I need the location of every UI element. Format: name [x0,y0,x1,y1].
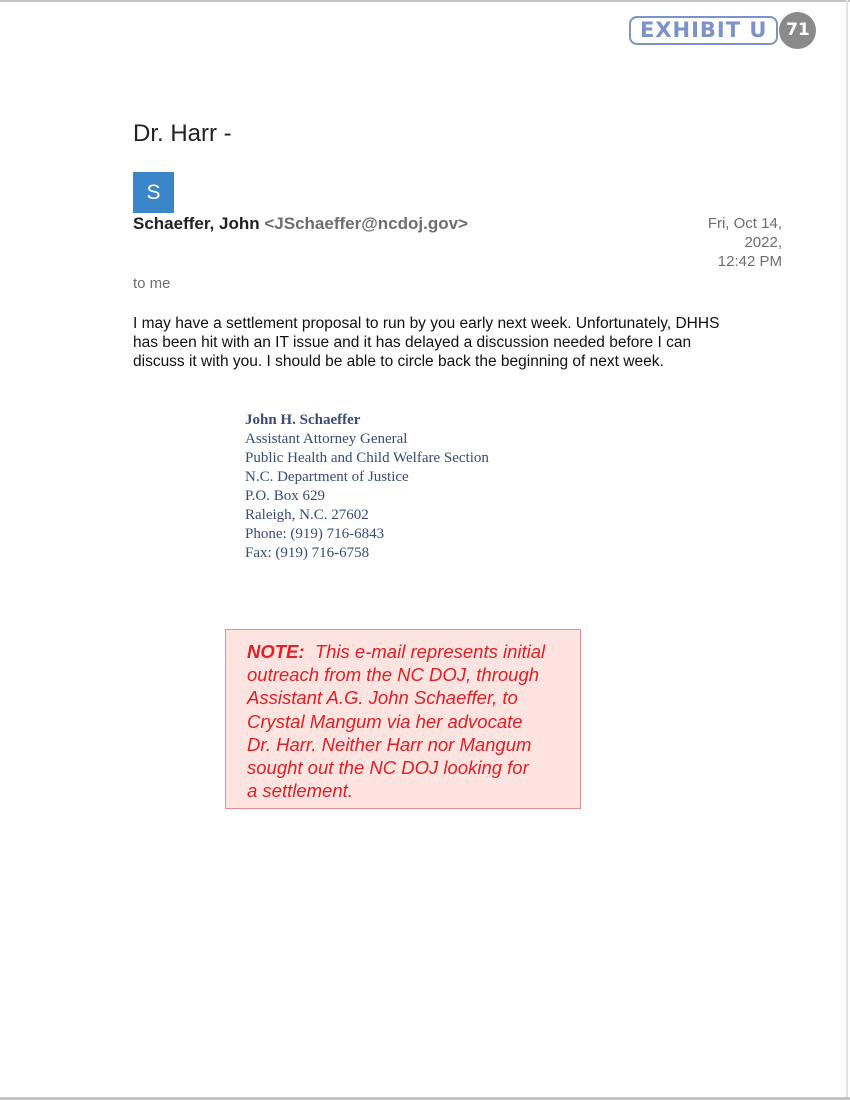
signature-line: N.C. Department of Justice [245,469,409,485]
note-line: Dr. Harr. Neither Harr nor Mangum [247,733,532,755]
exhibit-stamp [629,12,816,49]
note-line: outreach from the NC DOJ, through [247,664,540,686]
body-line: has been hit with an IT issue and it has delayed a discussion needed before I can [133,334,692,351]
sender-line [133,214,468,234]
signature-name: John H. Schaeffer [245,412,361,428]
sender-avatar: S [133,172,174,213]
email-body [133,314,783,371]
page-border-top [0,0,850,2]
note-line: Crystal Mangum via her advocate [247,710,523,732]
note-line: a settlement. [247,780,353,802]
annotation-note-box [225,629,581,809]
email-subject: Dr. Harr - [133,120,232,147]
signature-line: Raleigh, N.C. 27602 [245,507,369,523]
note-line [247,640,580,663]
note-line: Assistant A.G. John Schaeffer, to [247,687,518,709]
note-text: This e-mail represents initial [304,641,546,662]
signature-line: P.O. Box 629 [245,488,326,504]
exhibit-label: EXHIBIT U [629,16,778,45]
email-date [660,214,782,271]
recipient-label: to me [133,275,171,292]
exhibit-number-badge: 71 [779,12,816,49]
date-line: 12:42 PM [717,253,782,270]
signature-line: Phone: (919) 716-6843 [245,526,385,542]
body-line: I may have a settlement proposal to run by you early next week. Unfortunately, DHHS [133,315,720,332]
sender-name: Schaeffer, John [133,214,260,233]
date-line: 2022, [744,234,782,251]
note-label: NOTE: [247,641,305,662]
sender-email: <JSchaeffer@ncdoj.gov> [264,214,468,233]
date-line: Fri, Oct 14, [707,215,782,232]
email-signature [245,411,489,563]
body-line: discuss it with you. I should be able to circle back the beginning of next week. [133,353,664,370]
signature-line: Assistant Attorney General [245,431,408,447]
page-border-right [846,0,848,1100]
note-line: sought out the NC DOJ looking for [247,757,529,779]
signature-line: Public Health and Child Welfare Section [245,450,489,466]
signature-line: Fax: (919) 716-6758 [245,545,370,561]
